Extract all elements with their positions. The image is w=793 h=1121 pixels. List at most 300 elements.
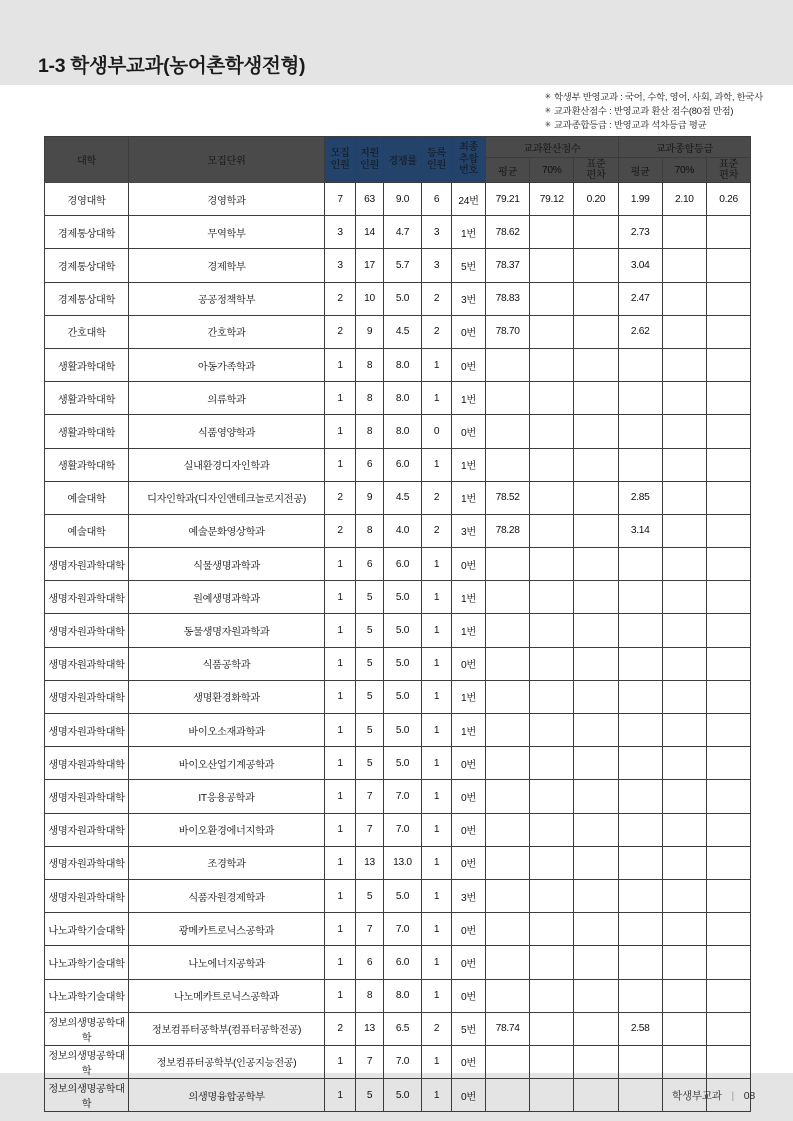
cell-grade-sd bbox=[706, 946, 750, 979]
cell-score-sd bbox=[574, 747, 618, 780]
cell-university: 생명자원과학대학 bbox=[45, 846, 129, 879]
cell-department: 식품자원경제학과 bbox=[129, 879, 325, 912]
cell-university: 생명자원과학대학 bbox=[45, 714, 129, 747]
cell-ratio: 5.0 bbox=[384, 1079, 422, 1112]
cell-applicants: 8 bbox=[356, 514, 384, 547]
cell-grade-average bbox=[618, 581, 662, 614]
cell-university: 예술대학 bbox=[45, 481, 129, 514]
cell-final-number: 5번 bbox=[452, 1012, 486, 1045]
cell-grade-sd bbox=[706, 448, 750, 481]
cell-final-number: 0번 bbox=[452, 1045, 486, 1078]
cell-score-average bbox=[486, 382, 530, 415]
table-row bbox=[45, 913, 751, 946]
cell-ratio: 5.0 bbox=[384, 714, 422, 747]
col-header-score-70: 70% bbox=[530, 158, 574, 183]
cell-score-average: 78.70 bbox=[486, 315, 530, 348]
cell-enrolled: 2 bbox=[422, 481, 452, 514]
col-header-final-line1: 최종 bbox=[458, 142, 479, 154]
cell-final-number: 0번 bbox=[452, 1079, 486, 1112]
cell-score-average: 78.62 bbox=[486, 216, 530, 249]
cell-grade-sd bbox=[706, 647, 750, 680]
cell-department: 경영학과 bbox=[129, 183, 325, 216]
cell-score-70pct bbox=[530, 647, 574, 680]
cell-score-sd bbox=[574, 813, 618, 846]
col-header-grade-sd-line2: 편차 bbox=[719, 170, 739, 181]
cell-university: 생활과학대학 bbox=[45, 382, 129, 415]
col-header-applicants-line1: 지원 bbox=[359, 148, 380, 159]
table-row bbox=[45, 581, 751, 614]
table-row bbox=[45, 315, 751, 348]
cell-score-sd bbox=[574, 282, 618, 315]
cell-department: 광메카트로닉스공학과 bbox=[129, 913, 325, 946]
cell-score-sd bbox=[574, 846, 618, 879]
cell-score-sd bbox=[574, 514, 618, 547]
cell-grade-sd bbox=[706, 680, 750, 713]
cell-grade-average bbox=[618, 979, 662, 1012]
cell-score-average bbox=[486, 747, 530, 780]
cell-ratio: 4.7 bbox=[384, 216, 422, 249]
cell-university: 생활과학대학 bbox=[45, 348, 129, 381]
cell-quota: 7 bbox=[325, 183, 356, 216]
cell-department: 바이오소재과학과 bbox=[129, 714, 325, 747]
cell-score-70pct bbox=[530, 979, 574, 1012]
cell-university: 정보의생명공학대학 bbox=[45, 1045, 129, 1078]
cell-ratio: 7.0 bbox=[384, 913, 422, 946]
cell-score-sd bbox=[574, 382, 618, 415]
cell-university: 정보의생명공학대학 bbox=[45, 1079, 129, 1112]
cell-final-number: 0번 bbox=[452, 813, 486, 846]
col-header-final-line2: 추합 bbox=[458, 153, 479, 165]
cell-grade-average bbox=[618, 448, 662, 481]
cell-department: 바이오환경에너지학과 bbox=[129, 813, 325, 846]
cell-grade-sd bbox=[706, 879, 750, 912]
col-header-grade-sd-line1: 표준 bbox=[719, 158, 739, 170]
cell-department: 원예생명과학과 bbox=[129, 581, 325, 614]
cell-grade-average: 2.73 bbox=[618, 216, 662, 249]
cell-university: 생명자원과학대학 bbox=[45, 680, 129, 713]
cell-university: 생명자원과학대학 bbox=[45, 780, 129, 813]
cell-ratio: 7.0 bbox=[384, 1045, 422, 1078]
cell-quota: 1 bbox=[325, 680, 356, 713]
notes-block bbox=[545, 90, 764, 133]
cell-grade-70pct bbox=[662, 315, 706, 348]
table-row bbox=[45, 514, 751, 547]
cell-ratio: 5.7 bbox=[384, 249, 422, 282]
cell-quota: 1 bbox=[325, 747, 356, 780]
cell-university: 간호대학 bbox=[45, 315, 129, 348]
col-header-score-sd-line2: 편차 bbox=[586, 170, 606, 181]
cell-ratio: 5.0 bbox=[384, 879, 422, 912]
cell-department: 공공정책학부 bbox=[129, 282, 325, 315]
cell-applicants: 5 bbox=[356, 614, 384, 647]
cell-grade-70pct bbox=[662, 249, 706, 282]
table-body bbox=[45, 183, 751, 1112]
cell-grade-sd: 0.26 bbox=[706, 183, 750, 216]
cell-grade-70pct bbox=[662, 780, 706, 813]
table-row bbox=[45, 780, 751, 813]
col-header-final-number bbox=[452, 137, 486, 183]
cell-score-average: 78.37 bbox=[486, 249, 530, 282]
cell-score-70pct bbox=[530, 348, 574, 381]
cell-quota: 1 bbox=[325, 846, 356, 879]
cell-applicants: 5 bbox=[356, 581, 384, 614]
cell-score-sd bbox=[574, 879, 618, 912]
cell-score-70pct bbox=[530, 514, 574, 547]
cell-final-number: 0번 bbox=[452, 747, 486, 780]
cell-department: 동물생명자원과학과 bbox=[129, 614, 325, 647]
cell-applicants: 5 bbox=[356, 1079, 384, 1112]
cell-ratio: 6.0 bbox=[384, 548, 422, 581]
cell-grade-average bbox=[618, 747, 662, 780]
cell-final-number: 0번 bbox=[452, 780, 486, 813]
cell-ratio: 4.5 bbox=[384, 315, 422, 348]
cell-score-average bbox=[486, 879, 530, 912]
cell-grade-70pct bbox=[662, 448, 706, 481]
cell-ratio: 7.0 bbox=[384, 780, 422, 813]
table-row bbox=[45, 548, 751, 581]
cell-grade-70pct bbox=[662, 581, 706, 614]
note-line-3 bbox=[545, 118, 764, 132]
cell-score-average bbox=[486, 714, 530, 747]
cell-score-average bbox=[486, 913, 530, 946]
cell-applicants: 5 bbox=[356, 714, 384, 747]
cell-score-sd bbox=[574, 249, 618, 282]
cell-grade-average bbox=[618, 614, 662, 647]
cell-applicants: 10 bbox=[356, 282, 384, 315]
col-header-enrolled-line2: 인원 bbox=[426, 159, 447, 171]
cell-grade-sd bbox=[706, 1012, 750, 1045]
cell-ratio: 4.0 bbox=[384, 514, 422, 547]
cell-applicants: 5 bbox=[356, 680, 384, 713]
cell-applicants: 17 bbox=[356, 249, 384, 282]
cell-enrolled: 1 bbox=[422, 548, 452, 581]
cell-grade-sd bbox=[706, 714, 750, 747]
table-row bbox=[45, 614, 751, 647]
cell-grade-70pct bbox=[662, 714, 706, 747]
cell-quota: 1 bbox=[325, 913, 356, 946]
cell-enrolled: 1 bbox=[422, 348, 452, 381]
cell-university: 생명자원과학대학 bbox=[45, 879, 129, 912]
table-row bbox=[45, 282, 751, 315]
note-text-3: 교과종합등급 : 반영교과 석차등급 평균 bbox=[554, 120, 707, 131]
cell-final-number: 1번 bbox=[452, 382, 486, 415]
table-row bbox=[45, 448, 751, 481]
cell-score-70pct bbox=[530, 1012, 574, 1045]
col-header-enrolled bbox=[422, 137, 452, 183]
cell-final-number: 3번 bbox=[452, 514, 486, 547]
cell-score-sd bbox=[574, 1045, 618, 1078]
cell-applicants: 5 bbox=[356, 879, 384, 912]
cell-applicants: 14 bbox=[356, 216, 384, 249]
cell-score-sd bbox=[574, 979, 618, 1012]
cell-score-70pct bbox=[530, 415, 574, 448]
table-row bbox=[45, 647, 751, 680]
cell-enrolled: 1 bbox=[422, 846, 452, 879]
col-header-grade-avg: 평균 bbox=[618, 158, 662, 183]
cell-score-70pct bbox=[530, 581, 574, 614]
cell-applicants: 6 bbox=[356, 448, 384, 481]
cell-enrolled: 6 bbox=[422, 183, 452, 216]
cell-score-average: 78.74 bbox=[486, 1012, 530, 1045]
cell-score-average: 78.28 bbox=[486, 514, 530, 547]
cell-final-number: 0번 bbox=[452, 979, 486, 1012]
page-footer bbox=[672, 1088, 755, 1103]
cell-grade-70pct bbox=[662, 647, 706, 680]
cell-score-average bbox=[486, 813, 530, 846]
cell-applicants: 7 bbox=[356, 1045, 384, 1078]
cell-score-70pct bbox=[530, 481, 574, 514]
cell-ratio: 8.0 bbox=[384, 979, 422, 1012]
page-title: 1-3 학생부교과(농어촌학생전형) bbox=[38, 55, 306, 77]
cell-score-70pct bbox=[530, 780, 574, 813]
cell-quota: 1 bbox=[325, 1045, 356, 1078]
cell-final-number: 24번 bbox=[452, 183, 486, 216]
cell-quota: 1 bbox=[325, 448, 356, 481]
cell-quota: 1 bbox=[325, 382, 356, 415]
cell-score-sd bbox=[574, 481, 618, 514]
cell-final-number: 1번 bbox=[452, 448, 486, 481]
cell-grade-70pct bbox=[662, 382, 706, 415]
cell-grade-70pct bbox=[662, 348, 706, 381]
cell-grade-70pct bbox=[662, 946, 706, 979]
cell-department: 경제학부 bbox=[129, 249, 325, 282]
cell-final-number: 0번 bbox=[452, 315, 486, 348]
cell-score-70pct bbox=[530, 216, 574, 249]
col-header-final-line3: 번호 bbox=[458, 165, 479, 177]
cell-ratio: 5.0 bbox=[384, 282, 422, 315]
cell-applicants: 8 bbox=[356, 348, 384, 381]
cell-grade-average bbox=[618, 647, 662, 680]
table-row bbox=[45, 1079, 751, 1112]
cell-enrolled: 1 bbox=[422, 1079, 452, 1112]
cell-enrolled: 1 bbox=[422, 1045, 452, 1078]
cell-score-average bbox=[486, 979, 530, 1012]
cell-department: 의생명융합공학부 bbox=[129, 1079, 325, 1112]
cell-grade-average bbox=[618, 813, 662, 846]
col-header-univ: 대학 bbox=[45, 137, 129, 183]
cell-ratio: 5.0 bbox=[384, 614, 422, 647]
cell-quota: 3 bbox=[325, 216, 356, 249]
cell-score-70pct: 79.12 bbox=[530, 183, 574, 216]
bullet-star-icon: ✳ bbox=[544, 120, 552, 130]
cell-university: 생명자원과학대학 bbox=[45, 813, 129, 846]
cell-score-average bbox=[486, 680, 530, 713]
cell-grade-70pct bbox=[662, 216, 706, 249]
cell-grade-70pct bbox=[662, 282, 706, 315]
cell-score-sd: 0.20 bbox=[574, 183, 618, 216]
note-line-1 bbox=[545, 90, 764, 104]
cell-enrolled: 1 bbox=[422, 680, 452, 713]
cell-grade-70pct: 2.10 bbox=[662, 183, 706, 216]
cell-grade-70pct bbox=[662, 813, 706, 846]
cell-score-sd bbox=[574, 415, 618, 448]
cell-score-average: 78.83 bbox=[486, 282, 530, 315]
cell-score-average bbox=[486, 1045, 530, 1078]
cell-department: 나노메카트로닉스공학과 bbox=[129, 979, 325, 1012]
table-row bbox=[45, 481, 751, 514]
cell-department: 바이오산업기계공학과 bbox=[129, 747, 325, 780]
cell-ratio: 6.5 bbox=[384, 1012, 422, 1045]
cell-enrolled: 1 bbox=[422, 813, 452, 846]
col-header-applicants bbox=[356, 137, 384, 183]
cell-enrolled: 1 bbox=[422, 448, 452, 481]
cell-quota: 1 bbox=[325, 614, 356, 647]
cell-grade-sd bbox=[706, 913, 750, 946]
cell-ratio: 6.0 bbox=[384, 448, 422, 481]
cell-grade-70pct bbox=[662, 548, 706, 581]
cell-quota: 1 bbox=[325, 879, 356, 912]
cell-department: 간호학과 bbox=[129, 315, 325, 348]
cell-grade-average bbox=[618, 1079, 662, 1112]
cell-grade-sd bbox=[706, 581, 750, 614]
cell-university: 생활과학대학 bbox=[45, 448, 129, 481]
cell-quota: 2 bbox=[325, 315, 356, 348]
cell-enrolled: 2 bbox=[422, 1012, 452, 1045]
col-header-ratio: 경쟁률 bbox=[384, 137, 422, 183]
cell-grade-average: 2.58 bbox=[618, 1012, 662, 1045]
cell-final-number: 0번 bbox=[452, 946, 486, 979]
cell-applicants: 8 bbox=[356, 382, 384, 415]
cell-grade-sd bbox=[706, 780, 750, 813]
col-header-dept: 모집단위 bbox=[129, 137, 325, 183]
cell-ratio: 6.0 bbox=[384, 946, 422, 979]
cell-final-number: 5번 bbox=[452, 249, 486, 282]
cell-grade-average bbox=[618, 879, 662, 912]
cell-score-average bbox=[486, 780, 530, 813]
cell-quota: 1 bbox=[325, 780, 356, 813]
col-header-quota bbox=[325, 137, 356, 183]
cell-score-70pct bbox=[530, 382, 574, 415]
cell-final-number: 1번 bbox=[452, 481, 486, 514]
col-header-score-avg: 평균 bbox=[486, 158, 530, 183]
col-header-score-sd bbox=[574, 158, 618, 183]
cell-grade-average bbox=[618, 780, 662, 813]
cell-final-number: 0번 bbox=[452, 415, 486, 448]
cell-score-average: 78.52 bbox=[486, 481, 530, 514]
table-row bbox=[45, 249, 751, 282]
cell-grade-average bbox=[618, 846, 662, 879]
cell-enrolled: 0 bbox=[422, 415, 452, 448]
cell-score-sd bbox=[574, 614, 618, 647]
cell-applicants: 63 bbox=[356, 183, 384, 216]
cell-score-70pct bbox=[530, 946, 574, 979]
cell-university: 생명자원과학대학 bbox=[45, 647, 129, 680]
cell-grade-70pct bbox=[662, 1012, 706, 1045]
col-header-grade-70: 70% bbox=[662, 158, 706, 183]
cell-ratio: 8.0 bbox=[384, 415, 422, 448]
cell-grade-average bbox=[618, 415, 662, 448]
cell-applicants: 6 bbox=[356, 946, 384, 979]
cell-grade-sd bbox=[706, 979, 750, 1012]
cell-score-70pct bbox=[530, 1079, 574, 1112]
cell-grade-average bbox=[618, 946, 662, 979]
cell-applicants: 9 bbox=[356, 315, 384, 348]
bullet-star-icon: ✳ bbox=[544, 106, 552, 116]
table-row bbox=[45, 183, 751, 216]
col-group-header-overall-grade: 교과종합등급 bbox=[618, 137, 751, 158]
table-row bbox=[45, 813, 751, 846]
table-row bbox=[45, 879, 751, 912]
cell-score-sd bbox=[574, 714, 618, 747]
cell-university: 생명자원과학대학 bbox=[45, 548, 129, 581]
cell-university: 생명자원과학대학 bbox=[45, 747, 129, 780]
cell-university: 경영대학 bbox=[45, 183, 129, 216]
cell-enrolled: 2 bbox=[422, 282, 452, 315]
cell-final-number: 0번 bbox=[452, 647, 486, 680]
cell-score-sd bbox=[574, 647, 618, 680]
cell-score-70pct bbox=[530, 879, 574, 912]
cell-grade-70pct bbox=[662, 614, 706, 647]
cell-grade-sd bbox=[706, 614, 750, 647]
cell-applicants: 7 bbox=[356, 780, 384, 813]
cell-score-70pct bbox=[530, 315, 574, 348]
cell-ratio: 5.0 bbox=[384, 581, 422, 614]
cell-university: 정보의생명공학대학 bbox=[45, 1012, 129, 1045]
cell-grade-sd bbox=[706, 282, 750, 315]
table-row bbox=[45, 348, 751, 381]
cell-department: 예술문화영상학과 bbox=[129, 514, 325, 547]
cell-university: 예술대학 bbox=[45, 514, 129, 547]
cell-department: 실내환경디자인학과 bbox=[129, 448, 325, 481]
footer-page-number: 08 bbox=[743, 1090, 755, 1102]
cell-applicants: 7 bbox=[356, 813, 384, 846]
table-row bbox=[45, 415, 751, 448]
cell-grade-sd bbox=[706, 348, 750, 381]
cell-grade-70pct bbox=[662, 481, 706, 514]
cell-quota: 3 bbox=[325, 249, 356, 282]
cell-score-sd bbox=[574, 1079, 618, 1112]
cell-university: 나노과학기술대학 bbox=[45, 913, 129, 946]
cell-enrolled: 2 bbox=[422, 315, 452, 348]
cell-department: 나노에너지공학과 bbox=[129, 946, 325, 979]
cell-quota: 1 bbox=[325, 714, 356, 747]
table-row bbox=[45, 1012, 751, 1045]
cell-ratio: 8.0 bbox=[384, 348, 422, 381]
cell-quota: 1 bbox=[325, 1079, 356, 1112]
col-header-quota-line1: 모집 bbox=[330, 148, 350, 159]
cell-grade-average: 2.85 bbox=[618, 481, 662, 514]
cell-quota: 1 bbox=[325, 348, 356, 381]
cell-grade-70pct bbox=[662, 514, 706, 547]
cell-quota: 1 bbox=[325, 946, 356, 979]
cell-applicants: 8 bbox=[356, 415, 384, 448]
cell-applicants: 13 bbox=[356, 846, 384, 879]
cell-score-70pct bbox=[530, 282, 574, 315]
cell-final-number: 1번 bbox=[452, 614, 486, 647]
cell-university: 경제통상대학 bbox=[45, 282, 129, 315]
cell-score-70pct bbox=[530, 913, 574, 946]
cell-enrolled: 1 bbox=[422, 747, 452, 780]
cell-ratio: 5.0 bbox=[384, 680, 422, 713]
cell-ratio: 5.0 bbox=[384, 747, 422, 780]
cell-department: 생명환경화학과 bbox=[129, 680, 325, 713]
cell-grade-70pct bbox=[662, 680, 706, 713]
cell-score-sd bbox=[574, 448, 618, 481]
cell-enrolled: 1 bbox=[422, 879, 452, 912]
cell-score-70pct bbox=[530, 548, 574, 581]
cell-grade-sd bbox=[706, 1045, 750, 1078]
cell-department: 식물생명과학과 bbox=[129, 548, 325, 581]
cell-score-average bbox=[486, 448, 530, 481]
cell-final-number: 1번 bbox=[452, 714, 486, 747]
cell-grade-70pct bbox=[662, 979, 706, 1012]
cell-grade-70pct bbox=[662, 879, 706, 912]
cell-department: 정보컴퓨터공학부(인공지능전공) bbox=[129, 1045, 325, 1078]
cell-enrolled: 1 bbox=[422, 647, 452, 680]
cell-enrolled: 1 bbox=[422, 780, 452, 813]
cell-quota: 2 bbox=[325, 514, 356, 547]
cell-university: 생명자원과학대학 bbox=[45, 614, 129, 647]
